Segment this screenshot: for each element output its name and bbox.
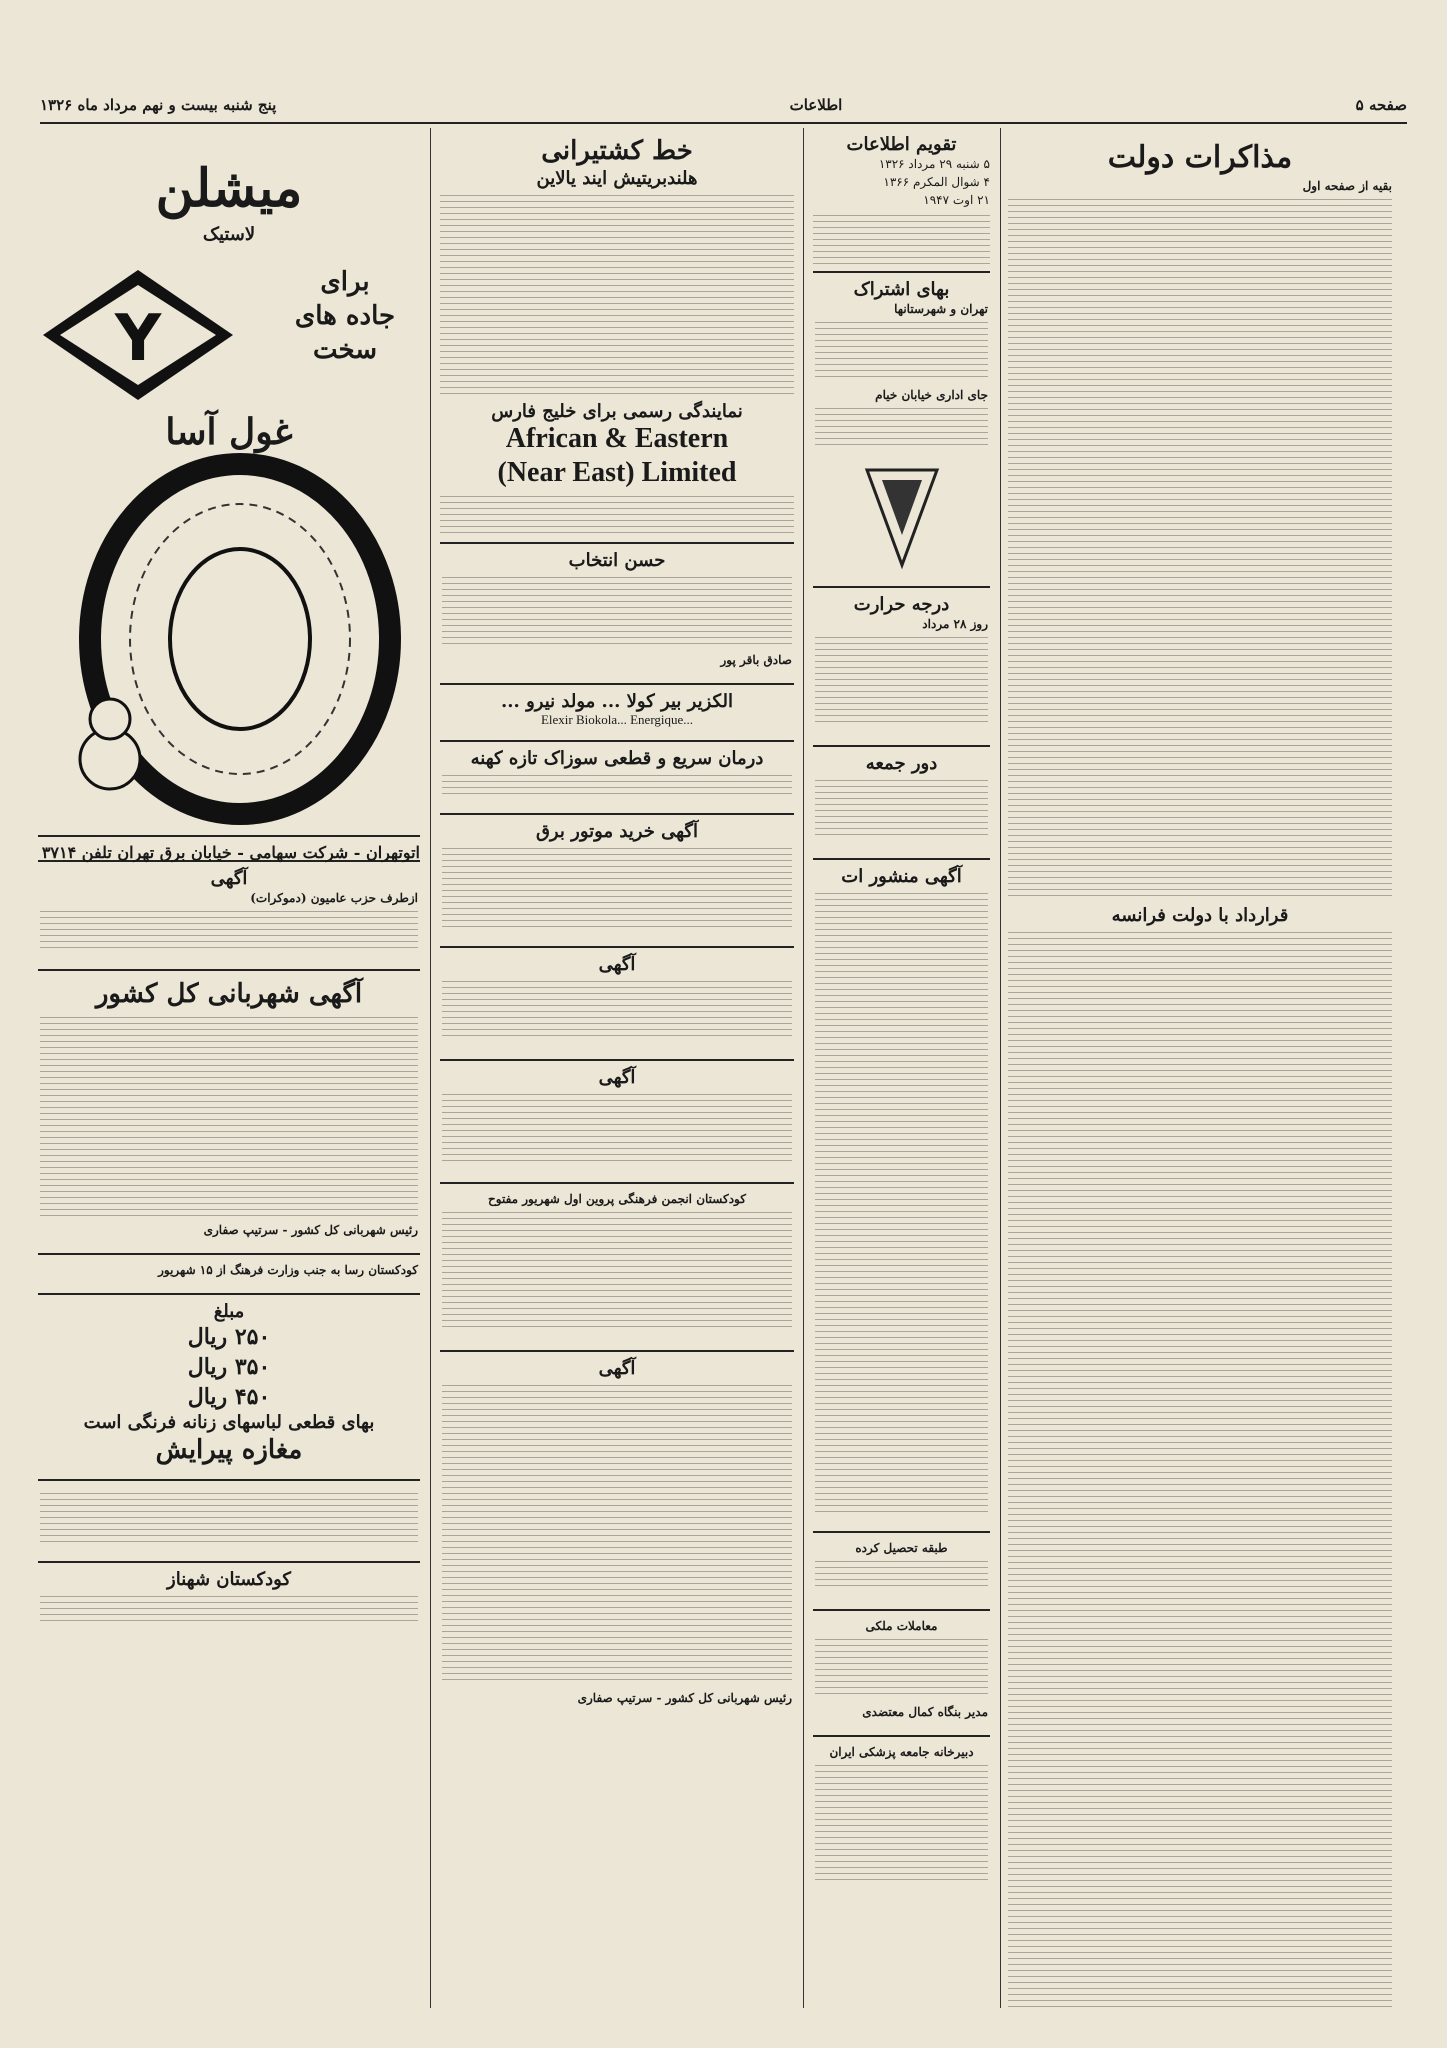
notice-ad-b: [440, 1059, 794, 1176]
brand-name: میشلن: [155, 158, 303, 219]
calendar-row: ۴ شوال المکرم ۱۳۶۶: [883, 175, 990, 189]
misc-text: [40, 1493, 418, 1543]
notice-c-title: آگهی: [598, 1358, 636, 1379]
page-header: [40, 88, 1407, 124]
kinder3-text: [40, 1596, 418, 1626]
column-rule: [803, 128, 804, 2008]
kindergarten-ad: [440, 1182, 794, 1344]
calendar-row: ۵ شنبه ۲۹ مرداد ۱۳۲۶: [878, 157, 990, 171]
notice-a-text: [442, 981, 792, 1041]
motor-title: آگهی خرید موتور برق: [535, 821, 699, 842]
signature: رئیس شهربانی کل کشور - سرتیپ صفاری: [577, 1691, 792, 1705]
subscription-title: بهای اشتراک: [853, 279, 950, 300]
slogan-line: جاده های: [294, 301, 396, 331]
price: ۲۵۰ ریال: [187, 1324, 271, 1350]
slogan-line: برای: [320, 267, 370, 297]
dress-shop-ad: [38, 1293, 420, 1473]
selection-sign: صادق باقر پور: [720, 653, 792, 667]
headline: مذاکرات دولت: [1107, 140, 1293, 175]
cure-title: درمان سریع و قطعی سوزاک تازه کهنه: [470, 748, 764, 769]
kindergarten-shahnaz: [38, 1561, 420, 1638]
shipping-title: خط کشتیرانی: [541, 136, 693, 166]
kindergarten-rasa: [38, 1253, 420, 1287]
slogan: [270, 265, 420, 367]
education-title: طبقه تحصیل کرده: [855, 1541, 948, 1555]
subscription-text: [815, 322, 988, 382]
emblem: [813, 460, 990, 580]
continued-note: بقیه از صفحه اول: [1302, 179, 1392, 193]
notice-ad-a: [440, 946, 794, 1053]
calendar-title: تقویم اطلاعات: [846, 134, 957, 155]
notice-title: آگهی منشور ات: [841, 866, 962, 887]
kindergarten-text: [442, 1212, 792, 1332]
motor-text: [442, 848, 792, 928]
police-sign: رئیس شهربانی کل کشور - سرتیپ صفاری: [203, 1223, 418, 1237]
misc-notice: [38, 1479, 420, 1555]
notice-text: [815, 893, 988, 1513]
notice-b-text: [442, 1094, 792, 1164]
calendar-text: [813, 215, 990, 265]
section-title-france: قرارداد با دولت فرانسه: [1111, 905, 1289, 926]
svg-text:Y: Y: [114, 302, 162, 376]
medical-assoc-title: دبیرخانه جامعه پزشکی ایران: [829, 1745, 974, 1759]
party-sub: ازطرف حزب عامیون (دموکرات): [250, 891, 418, 905]
column-michelin: [30, 128, 428, 2008]
education-text: [815, 1561, 988, 1591]
notice-c-text: [442, 1385, 792, 1685]
notice-box: [813, 858, 990, 1525]
emblem-icon: [862, 465, 942, 575]
medical-assoc-box: [813, 1735, 990, 1897]
police-text: [40, 1017, 418, 1217]
brand-sub: لاستیک: [202, 224, 256, 245]
temperature-box: [813, 586, 990, 739]
temperature-table: [815, 637, 988, 727]
y-logo-icon: [38, 265, 238, 405]
medical-assoc-text: [815, 1765, 988, 1885]
column-rule: [430, 128, 431, 2008]
temperature-title: درجه حرارت: [853, 594, 950, 615]
temperature-date: روز ۲۸ مرداد: [922, 617, 988, 631]
agency-line: نمایندگی رسمی برای خلیج فارس: [491, 401, 743, 422]
price: ۴۵۰ ریال: [187, 1384, 271, 1410]
selection-title: حسن انتخاب: [568, 550, 666, 571]
dealer-line: اتوتهران - شرکت سهامی - خیابان برق تهران تلفن ۳۷۱۴: [38, 835, 420, 862]
subscription-box: [813, 271, 990, 460]
column-info: [805, 128, 998, 2008]
selection-text: [442, 577, 792, 647]
shipping-text: [440, 195, 794, 395]
company-name-en-2: (Near East) Limited: [497, 457, 737, 488]
amount-title: مبلغ: [213, 1301, 245, 1322]
shop-name: مغازه پیرایش: [155, 1435, 303, 1465]
michelin-ad: [38, 154, 420, 862]
page-number: صفحه ۵: [1355, 96, 1407, 114]
police-notice: [38, 969, 420, 1247]
article-text: [1008, 932, 1392, 2008]
slogan-line: سخت: [312, 335, 378, 365]
party-text: [40, 911, 418, 951]
subscription-sub: تهران و شهرستانها: [894, 302, 988, 316]
cure-text: [442, 775, 792, 795]
column-government-talks: [1000, 128, 1400, 2008]
property-title: معاملات ملکی: [865, 1619, 938, 1633]
cure-ad: [440, 740, 794, 807]
column-ads: [432, 128, 802, 2008]
property-text: [815, 1639, 988, 1699]
kinder2-title: کودکستان رسا به جنب وزارت فرهنگ از ۱۵ شهریور: [158, 1263, 418, 1277]
education-box: [813, 1531, 990, 1603]
article-text: [1008, 199, 1392, 899]
address-text: [815, 408, 988, 448]
price: ۳۵۰ ریال: [187, 1354, 271, 1380]
weekly-text: [815, 780, 988, 840]
company-name-en: African & Eastern: [505, 423, 729, 454]
kindergarten-title: کودکستان انجمن فرهنگی پروین اول شهریور مفتوح: [488, 1192, 746, 1206]
elixir-en: Elexir Biokola... Energique...: [540, 712, 694, 727]
notice-a-title: آگهی: [598, 954, 636, 975]
tagline: غول آسا: [165, 411, 293, 453]
weekly-box: [813, 745, 990, 852]
police-title: آگهی شهربانی کل کشور: [95, 979, 363, 1009]
calendar-row: ۲۱ اوت ۱۹۴۷: [923, 193, 990, 207]
notice-b-title: آگهی: [598, 1067, 636, 1088]
date-line: پنج شنبه بیست و نهم مرداد ماه ۱۳۲۶: [40, 96, 277, 114]
shipping-sub: هلندبریتیش ایند یالاین: [536, 168, 698, 189]
company-text: [440, 496, 794, 536]
selection-ad: [440, 542, 794, 677]
party-notice: [38, 860, 420, 963]
party-title: آگهی: [210, 868, 248, 889]
property-box: [813, 1609, 990, 1729]
property-owner: مدیر بنگاه کمال معتضدی: [862, 1705, 988, 1719]
paper-name: اطلاعات: [789, 96, 843, 114]
dress-line: بهای قطعی لباسهای زنانه فرنگی است: [83, 1412, 375, 1433]
motor-ad: [440, 813, 794, 940]
tire-illustration-icon: [40, 449, 420, 829]
notice-ad-c: [440, 1350, 794, 1715]
elixir-title: الکزیر بیر کولا ... مولد نیرو ...: [501, 691, 733, 712]
weekly-title: دور جمعه: [865, 753, 938, 774]
elixir-ad: [440, 683, 794, 734]
kinder3-title: کودکستان شهناز: [167, 1569, 291, 1590]
address-label: جای اداری خیابان خیام: [875, 388, 988, 402]
